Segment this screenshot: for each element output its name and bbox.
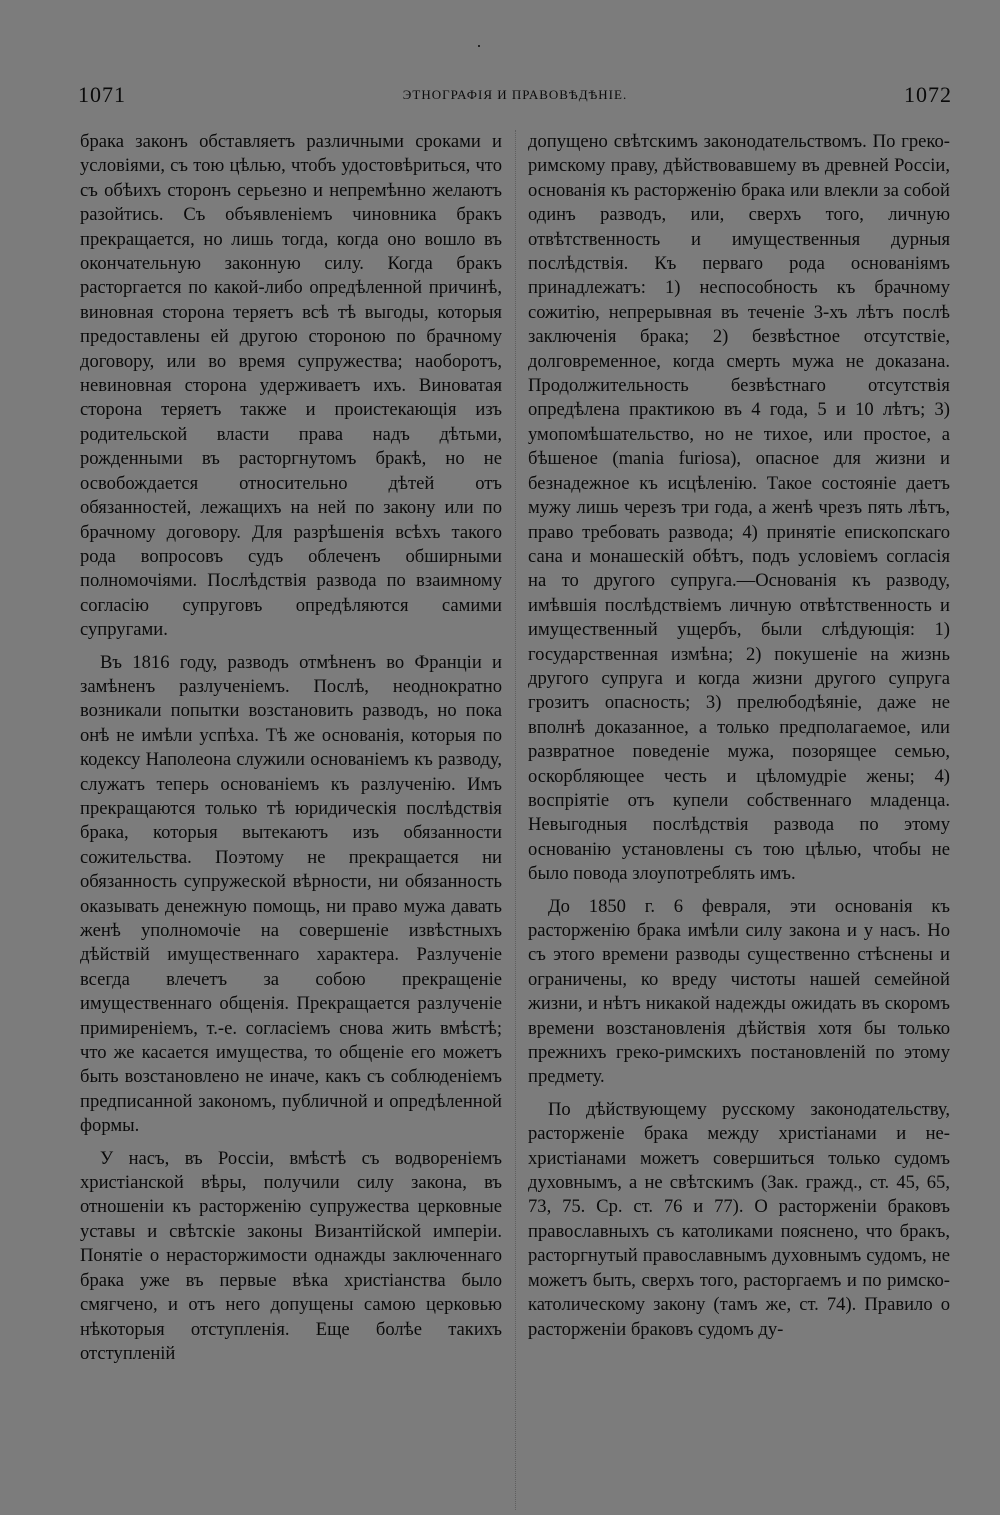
paragraph: допущено свѣтскимъ законодательствомъ. По греко-римскому праву, дѣйствовавшему въ древней Россіи, основанія къ расторженію брака или влекли за собой одинъ разводъ, или, сверхъ того, личную отвѣтственность и имущественныя дурныя послѣдствія. Къ перваго рода основаніямъ принадлежатъ: 1) неспособность къ брачному сожитію, непрерывная въ теченіе 3-хъ лѣтъ послѣ заключенія брака; 2) безвѣстное отсутствіе, долговременное, когда смерть мужа не доказана. Продолжительность безвѣстнаго отсутствія опредѣлена практикою въ 4 года, 5 и 10 лѣтъ; 3) умопомѣшательство, но не тихое, или простое, а бѣшеное (mania furiosa), опасное для жизни и безнадежное къ исцѣленію. Такое состояніе даетъ мужу лишь черезъ три года, а женѣ чрезъ пять лѣтъ, право требовать развода; 4) принятіе епископскаго сана и монашескій обѣтъ, подъ условіемъ согласія на то другого супруга.—Основанія къ разводу, имѣвшія послѣдствіемъ личную отвѣтственность и имущественный ущербъ, были слѣдующія: 1) государственная измѣна; 2) покушеніе на жизнь другого супруга и когда жизни другого супруга грозитъ опасность; 3) прелюбодѣяніе, даже не вполнѣ доказанное, а только предполагаемое, или развратное поведеніе мужа, позорящее семью, оскорбляющее честь и цѣломудріе жены; 4) воспріятіе отъ купели собственнаго младенца. Невыгодныя послѣдствія развода по этому основанію установлены съ тою цѣлью, чтобы не было повода злоупотреблять имъ.: [528, 131, 950, 885]
running-head: [78, 82, 952, 114]
paragraph: По дѣйствующему русскому законодательству, расторженіе брака между христіанами и не-христіанами можетъ совершиться только судомъ духовнымъ, а не свѣтскимъ (Зак. гражд., ст. 45, 65, 73, 75. Ср. ст. 76 и 77). О расторженіи браковъ православныхъ съ католиками пояснено, что бракъ, расторгнутый православнымъ духовнымъ судомъ, не можетъ быть, сверхъ того, расторгаемъ и по римско-католическому закону (тамъ же, ст. 74). Правило о расторженіи браковъ судомъ ду-: [528, 1098, 950, 1340]
left-column: [80, 130, 502, 1374]
column-divider: [515, 130, 517, 1510]
right-column: [528, 130, 950, 1350]
paragraph: Въ 1816 году, разводъ отмѣненъ во Франціи и замѣненъ разлученіемъ. Послѣ, неоднократно возникали попытки возстановить разводъ, но пока онѣ не имѣли успѣха. Тѣ же основанія, которыя по кодексу Наполеона служили основаніемъ къ разводу, служатъ теперь основаніемъ къ разлученію. Имъ прекращаются только тѣ юридическія послѣдствія брака, которыя вытекаютъ изъ обязанности сожительства. Поэтому не прекращается ни обязанность супружеской вѣрности, ни обязанность оказывать денежную помощь, ни право мужа давать женѣ уполномочіе на совершеніе извѣстныхъ дѣйствій имущественнаго характера. Разлученіе всегда влечетъ за собою прекращеніе имущественнаго общенія. Прекращается разлученіе примиреніемъ, т.-е. согласіемъ снова жить вмѣстѣ; что же касается имущества, то общеніе его можетъ быть возстановлено не иначе, какъ съ соблюденіемъ предписанной закономъ, публичной и опредѣленной формы.: [80, 651, 502, 1137]
page-number-left: 1071: [78, 82, 126, 107]
paragraph: У насъ, въ Россіи, вмѣстѣ съ водвореніемъ христіанской вѣры, получили силу закона, въ отношеніи къ расторженію супружества церковные уставы и свѣтскіе законы Византійской имперіи. Понятіе о нерасторжимости однажды заключеннаго брака уже въ первые вѣка христіанства было смягчено, и отъ него допущены самою церковью нѣкоторыя отступленія. Еще болѣе такихъ отступленій: [80, 1147, 502, 1364]
scan-speck: [478, 45, 480, 47]
page-number-right: 1072: [904, 82, 952, 107]
paragraph: До 1850 г. 6 февраля, эти основанія къ расторженію брака имѣли силу закона и у насъ. Но съ этого времени разводы существенно стѣснены и ограничены, ко вреду чистоты нашей семейной жизни, и нѣтъ никакой надежды ожидать въ скоромъ времени возстановленія дѣйствія хотя бы только прежнихъ греко-римскихъ постановленій по этому предмету.: [528, 895, 950, 1088]
running-title: ЭТНОГРАФІЯ И ПРАВОВѢДѢНІЕ.: [402, 87, 628, 102]
paragraph: брака законъ обставляетъ различными сроками и условіями, съ тою цѣлью, чтобъ удостовѣриться, что съ обѣихъ сторонъ серьезно и непремѣнно желаютъ разойтись. Съ объявленіемъ чиновника бракъ прекращается, но лишь тогда, когда оно вошло въ окончательную законную силу. Когда бракъ расторгается по какой-либо опредѣленной причинѣ, виновная сторона теряетъ всѣ тѣ выгоды, которыя предоставлены ей другою стороною по брачному договору, или во время супружества; наоборотъ, невиновная сторона удерживаетъ ихъ. Виноватая сторона теряетъ также и проистекающія изъ родительской власти права надъ дѣтьми, рожденными въ расторгнутомъ бракѣ, но не освобождается относительно дѣтей отъ обязанностей, лежащихъ на ней по закону или по брачному договору. Для разрѣшенія всѣхъ такого рода вопросовъ судъ облеченъ обширными полномочіями. Послѣдствія развода по взаимному согласію супруговъ опредѣляются самими супругами.: [80, 131, 502, 641]
